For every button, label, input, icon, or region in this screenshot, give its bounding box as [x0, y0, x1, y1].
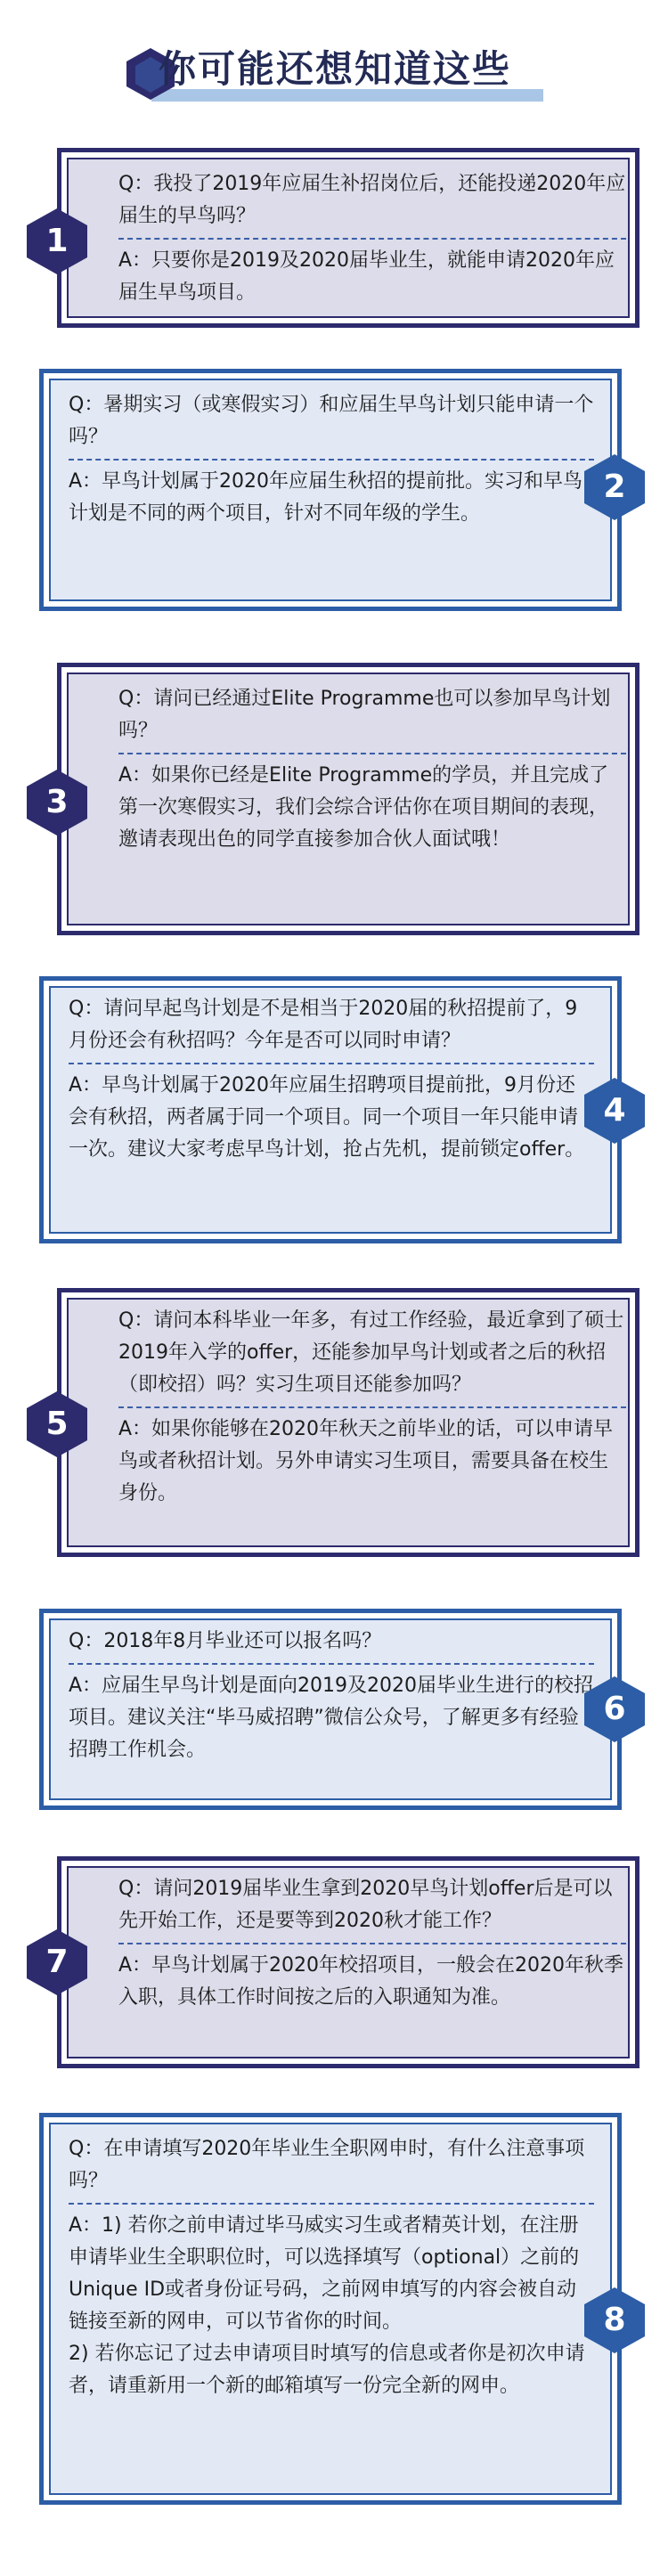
- faq-question-3: Q：请问已经通过Elite Programme也可以参加早鸟计划吗？: [118, 688, 611, 742]
- faq-card-1: [57, 148, 639, 328]
- number-badge-5: 5: [25, 1390, 89, 1459]
- dashed-divider: [69, 1063, 594, 1064]
- faq-answer-2: A：早鸟计划属于2020年应届生秋招的提前批。实习和早鸟计划是不同的两个项目，针对不同年级的学生。: [69, 470, 583, 525]
- dashed-divider: [69, 2203, 594, 2205]
- faq-question-2: Q：暑期实习（或寒假实习）和应届生早鸟计划只能申请一个吗？: [69, 394, 594, 448]
- faq-card-6: [39, 1609, 622, 1810]
- number-badge-3: 3: [25, 768, 89, 837]
- faq-card-4: [39, 976, 622, 1243]
- number-badge-6: 6: [582, 1675, 647, 1744]
- dashed-divider: [118, 1406, 626, 1408]
- faq-answer-5: A：如果你能够在2020年秋天之前毕业的话，可以申请早鸟或者秋招计划。另外申请实习生项目，需要具备在校生身份。: [118, 1418, 614, 1504]
- page-title: 你可能还想知道这些: [159, 47, 512, 91]
- faq-question-5: Q：请问本科毕业一年多，有过工作经验，最近拿到了硕士2019年入学的offer，还能参加早鸟计划或者之后的秋招（即校招）吗？实习生项目还能参加吗？: [118, 1309, 624, 1396]
- section-header: [0, 0, 668, 107]
- faq-answer-8: A：1) 若你之前申请过毕马威实习生或者精英计划，在注册申请毕业生全职职位时，可以选择填写（optional）之前的Unique ID或者身份证号码，之前网申填写的内容会被自动链接至新的网申，可以节省你的时间。: [69, 2214, 580, 2333]
- faq-question-6: Q：2018年8月毕业还可以报名吗？: [69, 1630, 382, 1652]
- dashed-divider: [118, 238, 626, 240]
- faq-question-8: Q：在申请填写2020年毕业生全职网申时，有什么注意事项吗？: [69, 2138, 585, 2192]
- faq-answer-6: A：应届生早鸟计划是面向2019及2020届毕业生进行的校招项目。建议关注“毕马威招聘”微信公众号，了解更多有经验招聘工作机会。: [69, 1675, 594, 1761]
- dashed-divider: [118, 1943, 626, 1944]
- number-badge-7: 7: [25, 1928, 89, 1997]
- faq-question-4: Q：请问早起鸟计划是不是相当于2020届的秋招提前了，9月份还会有秋招吗？今年是否可以同时申请？: [69, 998, 578, 1052]
- faq-answer-3: A：如果你已经是Elite Programme的学员，并且完成了第一次寒假实习，我们会综合评估你在项目期间的表现，邀请表现出色的同学直接参加合伙人面试哦！: [118, 764, 609, 851]
- faq-card-3: [57, 663, 639, 935]
- dashed-divider: [118, 753, 626, 754]
- number-badge-1: 1: [25, 207, 89, 276]
- faq-answer-7: A：早鸟计划属于2020年校招项目，一般会在2020年秋季入职，具体工作时间按之后的入职通知为准。: [118, 1954, 624, 2009]
- faq-question-7: Q：请问2019届毕业生拿到2020早鸟计划offer后是可以先开始工作，还是要等到2020秋才能工作？: [118, 1878, 613, 1932]
- faq-question-1: Q：我投了2019年应届生补招岗位后，还能投递2020年应届生的早鸟吗？: [118, 173, 626, 227]
- faq-answer-1: A：只要你是2019及2020届毕业生，就能申请2020年应届生早鸟项目。: [118, 249, 615, 304]
- faq-card-2: [39, 369, 622, 611]
- dashed-divider: [69, 1663, 594, 1665]
- number-badge-8: 8: [582, 2286, 647, 2355]
- dashed-divider: [69, 459, 594, 461]
- faq-card-5: [57, 1288, 639, 1557]
- number-badge-4: 4: [582, 1076, 647, 1145]
- faq-answer-8-part-2: 2) 若你忘记了过去申请项目时填写的信息或者你是初次申请者，请重新用一个新的邮箱填写一份完全新的网申。: [69, 2343, 585, 2397]
- faq-card-8: [39, 2113, 622, 2505]
- faq-answer-4: A：早鸟计划属于2020年应届生招聘项目提前批，9月份还会有秋招，两者属于同一个项目。同一个项目一年只能申请一次。建议大家考虑早鸟计划，抢占先机，提前锁定offer。: [69, 1074, 585, 1161]
- faq-card-7: [57, 1856, 639, 2068]
- number-badge-2: 2: [582, 452, 647, 522]
